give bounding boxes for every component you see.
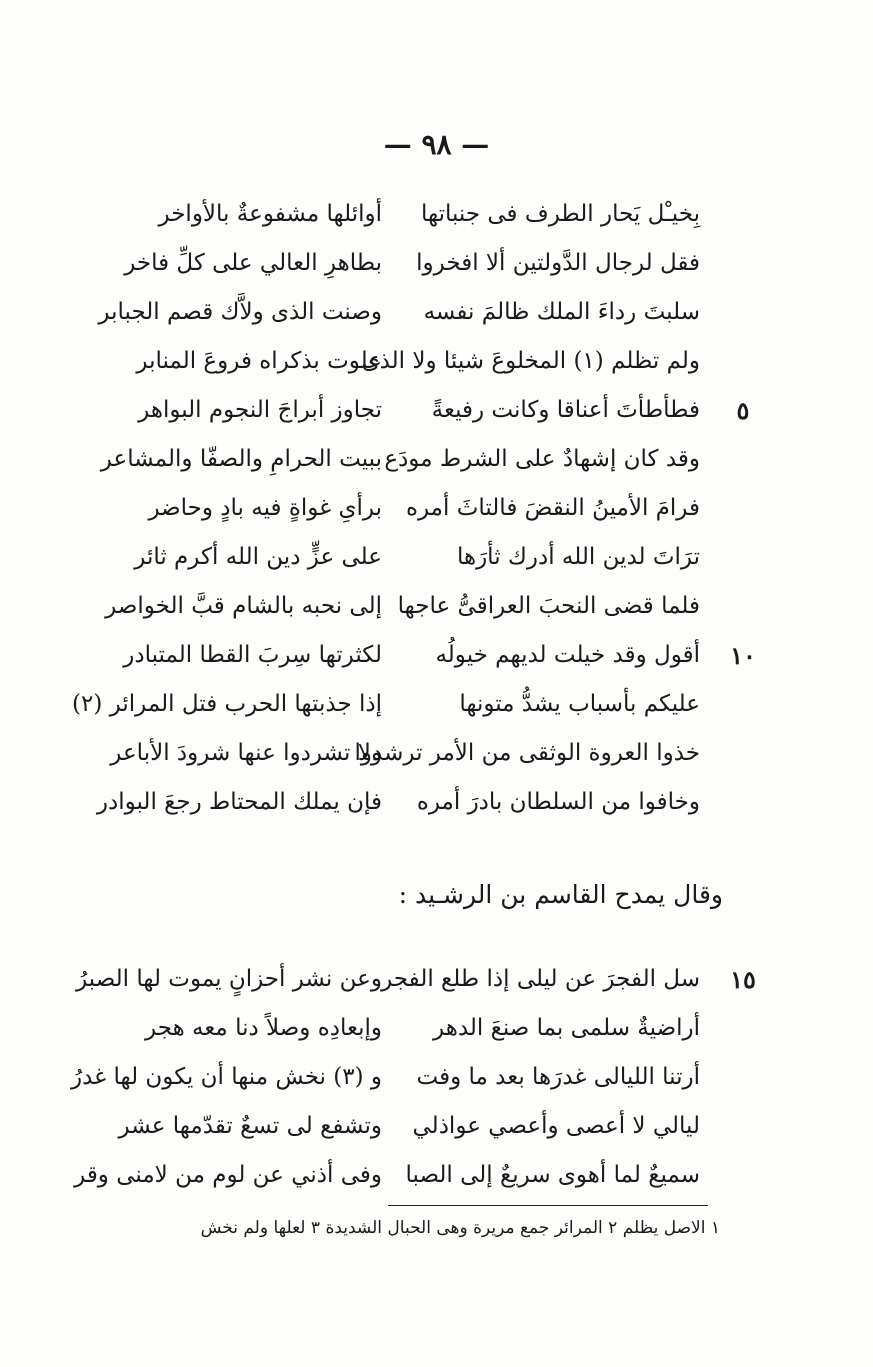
verse-first-hemistich: وقد كان إشهادٌ على الشرط مودَع: [384, 446, 700, 472]
verse-line: [100, 288, 720, 337]
verse-first-hemistich: أقول وقد خيلت لديهم خيولُه: [435, 642, 700, 668]
verse-first-hemistich: سميعٌ لما أهوى سريعٌ إلى الصبا: [405, 1162, 700, 1188]
verse-second-hemistich: على عزٍّ دين الله أكرم ثائر: [134, 544, 382, 570]
line-number: [728, 729, 758, 778]
line-number: [728, 337, 758, 386]
verse-second-hemistich: لكثرتها سِربَ القطا المتبادر: [123, 642, 382, 668]
footnote-divider: [388, 1205, 708, 1206]
line-number: ١٠: [730, 641, 756, 670]
verse-first-hemistich: سلبتَ رداءَ الملك ظالمَ نفسه: [423, 299, 700, 325]
line-number: [728, 484, 758, 533]
poem-block-2: [70, 955, 756, 1200]
verse-second-hemistich: إذا جذبتها الحرب فتل المرائر (٢): [72, 691, 382, 717]
verse-first-hemistich: فقل لرجال الدَّولتين ألا افخروا: [416, 250, 700, 276]
verse-first-hemistich: فلما قضى النحبَ العراقىُّ عاجها: [397, 593, 700, 619]
poem-block-1: [72, 190, 756, 827]
verse-line: [72, 680, 720, 729]
verse-line: [100, 533, 720, 582]
page-number: — ٩٨ —: [383, 128, 490, 161]
poem-intro-heading: وقال يمدح القاسم بن الرشـيد :: [398, 880, 723, 909]
line-number: [728, 1102, 758, 1151]
verse-second-hemistich: بطاهرِ العالي على كلِّ فاخر: [124, 250, 382, 276]
verse-second-hemistich: وفى أذني عن لوم من لامنى وقر: [74, 1162, 382, 1188]
line-number: [728, 435, 758, 484]
verse-second-hemistich: ولا تشردوا عنها شرودَ الأباعر: [110, 740, 382, 766]
verse-first-hemistich: ليالي لا أعصى وأعصي عواذلي: [412, 1113, 700, 1139]
verse-first-hemistich: وخافوا من السلطان بادرَ أمره: [416, 789, 700, 815]
line-number: [728, 1004, 758, 1053]
verse-line: [100, 435, 720, 484]
verse-line: [100, 386, 750, 435]
line-number: ١٥: [730, 965, 756, 994]
verse-second-hemistich: تجاوز أبراجَ النجوم البواهر: [138, 397, 382, 423]
verse-line: [76, 955, 756, 1004]
line-number: [728, 239, 758, 288]
verse-line: [100, 1102, 720, 1151]
verse-first-hemistich: عليكم بأسباب يشدُّ متونها: [459, 691, 700, 717]
verse-second-hemistich: علوت بذكراه فروعَ المنابر: [136, 348, 382, 374]
line-number: [728, 190, 758, 239]
line-number: [728, 1053, 758, 1102]
verse-line: [100, 582, 720, 631]
verse-second-hemistich: وإبعادِه وصلاً دنا معه هجر: [145, 1015, 382, 1041]
verse-first-hemistich: ولم تظلم (١) المخلوعَ شيئا ولا الذى: [361, 348, 700, 374]
verse-line: [74, 1151, 720, 1200]
verse-line: [100, 190, 720, 239]
line-number: [728, 1151, 758, 1200]
line-number: [728, 533, 758, 582]
verse-first-hemistich: بِخيـْل يَحار الطرف فى جنباتها: [420, 201, 700, 227]
verse-second-hemistich: إلى نحبه بالشام قبَّ الخواصر: [105, 593, 382, 619]
verse-line: [100, 337, 720, 386]
verse-line: [100, 1004, 720, 1053]
verse-second-hemistich: وتشفع لى تسعٌ تقدّمها عشر: [118, 1113, 382, 1139]
line-number: [728, 778, 758, 827]
verse-second-hemistich: فإن يملك المحتاط رجعَ البوادر: [96, 789, 382, 815]
line-number: ٥: [736, 396, 750, 425]
verse-first-hemistich: فطأطأتَ أعناقا وكانت رفيعةً: [431, 397, 700, 423]
verse-line: [70, 1053, 720, 1102]
verse-line: [100, 729, 720, 778]
verse-second-hemistich: وصنت الذى ولاَّك قصم الجبابر: [98, 299, 382, 325]
verse-first-hemistich: أراضيةٌ سلمى بما صنعَ الدهر: [433, 1015, 700, 1041]
verse-second-hemistich: و (٣) نخش منها أن يكون لها غدرُ: [70, 1064, 382, 1090]
verse-first-hemistich: سل الفجرَ عن ليلى إذا طلع الفجر: [381, 966, 700, 992]
verse-second-hemistich: برأىِ غواةٍ فيه بادٍ وحاضر: [148, 495, 382, 521]
verse-second-hemistich: وعن نشر أحزانٍ يموت لها الصبرُ: [76, 966, 382, 992]
verse-first-hemistich: خذوا العروة الوثقى من الأمر ترشدوا: [354, 740, 700, 766]
footnote: ١ الاصل يظلم ٢ المرائر جمع مريرة وهى الحبال الشديدة ٣ لعلها ولم نخش: [200, 1218, 720, 1238]
verse-first-hemistich: أرتنا الليالى غدرَها بعد ما وفت: [416, 1064, 700, 1090]
verse-first-hemistich: فرامَ الأمينُ النقضَ فالتاثَ أمره: [405, 495, 700, 521]
verse-line: [100, 484, 720, 533]
line-number: [728, 288, 758, 337]
verse-line: [100, 239, 720, 288]
verse-second-hemistich: أوائلها مشفوعةٌ بالأواخر: [158, 201, 382, 227]
verse-first-hemistich: ترَاتَ لدين الله أدرك ثأرَها: [456, 544, 700, 570]
line-number: [728, 680, 758, 729]
verse-line: [100, 631, 756, 680]
line-number: [728, 582, 758, 631]
verse-line: [96, 778, 720, 827]
verse-second-hemistich: ببيت الحرامِ والصفّا والمشاعر: [100, 446, 382, 472]
